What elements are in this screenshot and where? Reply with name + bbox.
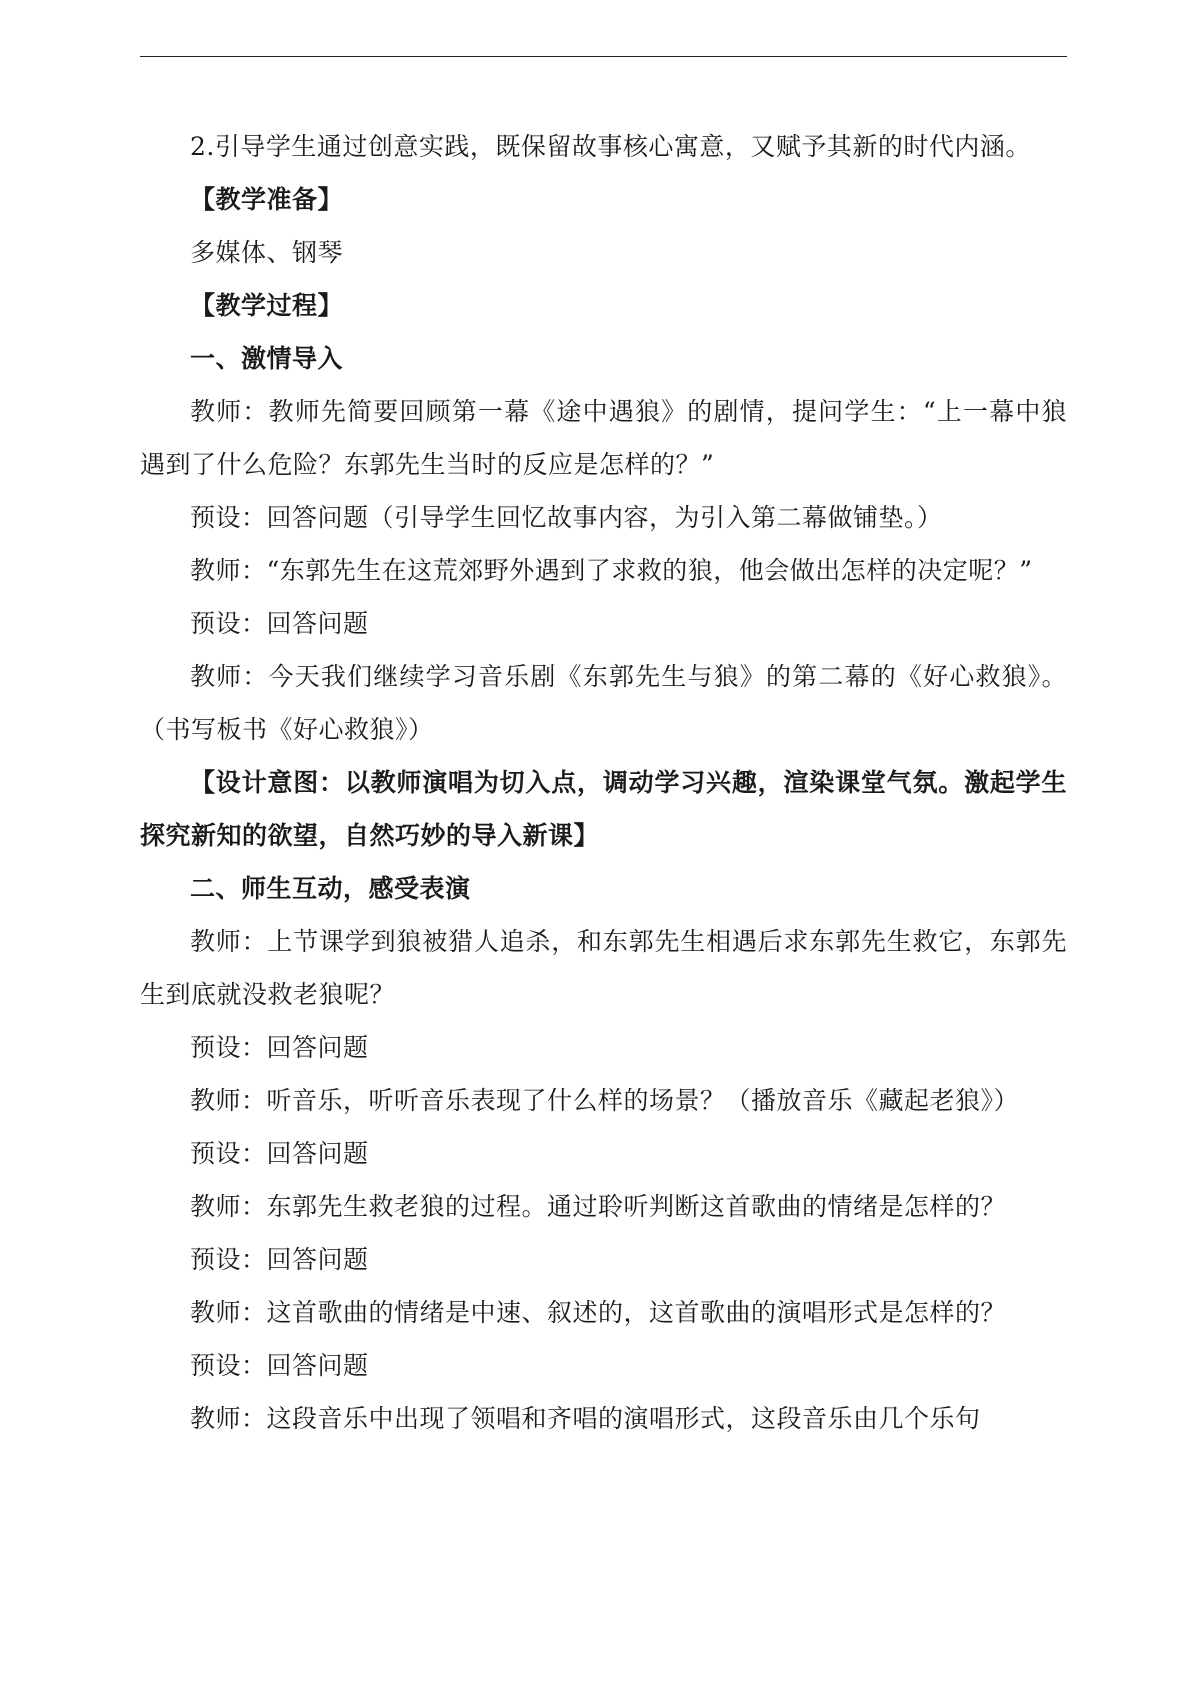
paragraph-expected-answer: 预设：回答问题 [190, 1033, 369, 1062]
paragraph-teacher: 教师：听音乐，听听音乐表现了什么样的场景？（播放音乐《藏起老狼》） [190, 1086, 1020, 1115]
paragraph-teacher: 教师：教师先简要回顾第一幕《途中遇狼》的剧情，提问学生：“上一幕中狼遇到了什么危险？东郭先生当时的反应是怎样的？” [140, 397, 1067, 479]
paragraph-teacher: 教师：“东郭先生在这荒郊野外遇到了求救的狼，他会做出怎样的决定呢？” [190, 556, 1033, 585]
paragraph-teacher: 教师：今天我们继续学习音乐剧《东郭先生与狼》的第二幕的《好心救狼》。（书写板书《好心救狼》） [140, 662, 1067, 744]
paragraph-materials: 多媒体、钢琴 [190, 238, 344, 267]
paragraph-expected-answer: 预设：回答问题 [190, 609, 369, 638]
paragraph-expected-answer: 预设：回答问题 [190, 1351, 369, 1380]
heading-teaching-process: 【教学过程】 [190, 291, 344, 320]
heading-section-2: 二、师生互动，感受表演 [190, 874, 471, 903]
paragraph-design-intent: 【设计意图：以教师演唱为切入点，调动学习兴趣，渲染课堂气氛。激起学生探究新知的欲望，自然巧妙的导入新课】 [140, 768, 1067, 850]
document-body [140, 120, 1067, 1445]
paragraph-teacher: 教师：这首歌曲的情绪是中速、叙述的，这首歌曲的演唱形式是怎样的？ [190, 1298, 1007, 1327]
paragraph-teacher: 教师：东郭先生救老狼的过程。通过聆听判断这首歌曲的情绪是怎样的？ [190, 1192, 1007, 1221]
paragraph-objective-2: 2.引导学生通过创意实践，既保留故事核心寓意，又赋予其新的时代内涵。 [190, 132, 1031, 161]
heading-section-1: 一、激情导入 [190, 344, 344, 373]
paragraph-teacher: 教师：这段音乐中出现了领唱和齐唱的演唱形式，这段音乐由几个乐句 [190, 1404, 981, 1433]
header-rule [140, 56, 1067, 57]
paragraph-expected-answer: 预设：回答问题 [190, 1139, 369, 1168]
paragraph-expected-answer: 预设：回答问题 [190, 1245, 369, 1274]
paragraph-expected-answer: 预设：回答问题（引导学生回忆故事内容，为引入第二幕做铺垫。） [190, 503, 943, 532]
paragraph-teacher: 教师：上节课学到狼被猎人追杀，和东郭先生相遇后求东郭先生救它，东郭先生到底就没救老狼呢？ [140, 927, 1067, 1009]
heading-teaching-preparation: 【教学准备】 [190, 185, 344, 214]
